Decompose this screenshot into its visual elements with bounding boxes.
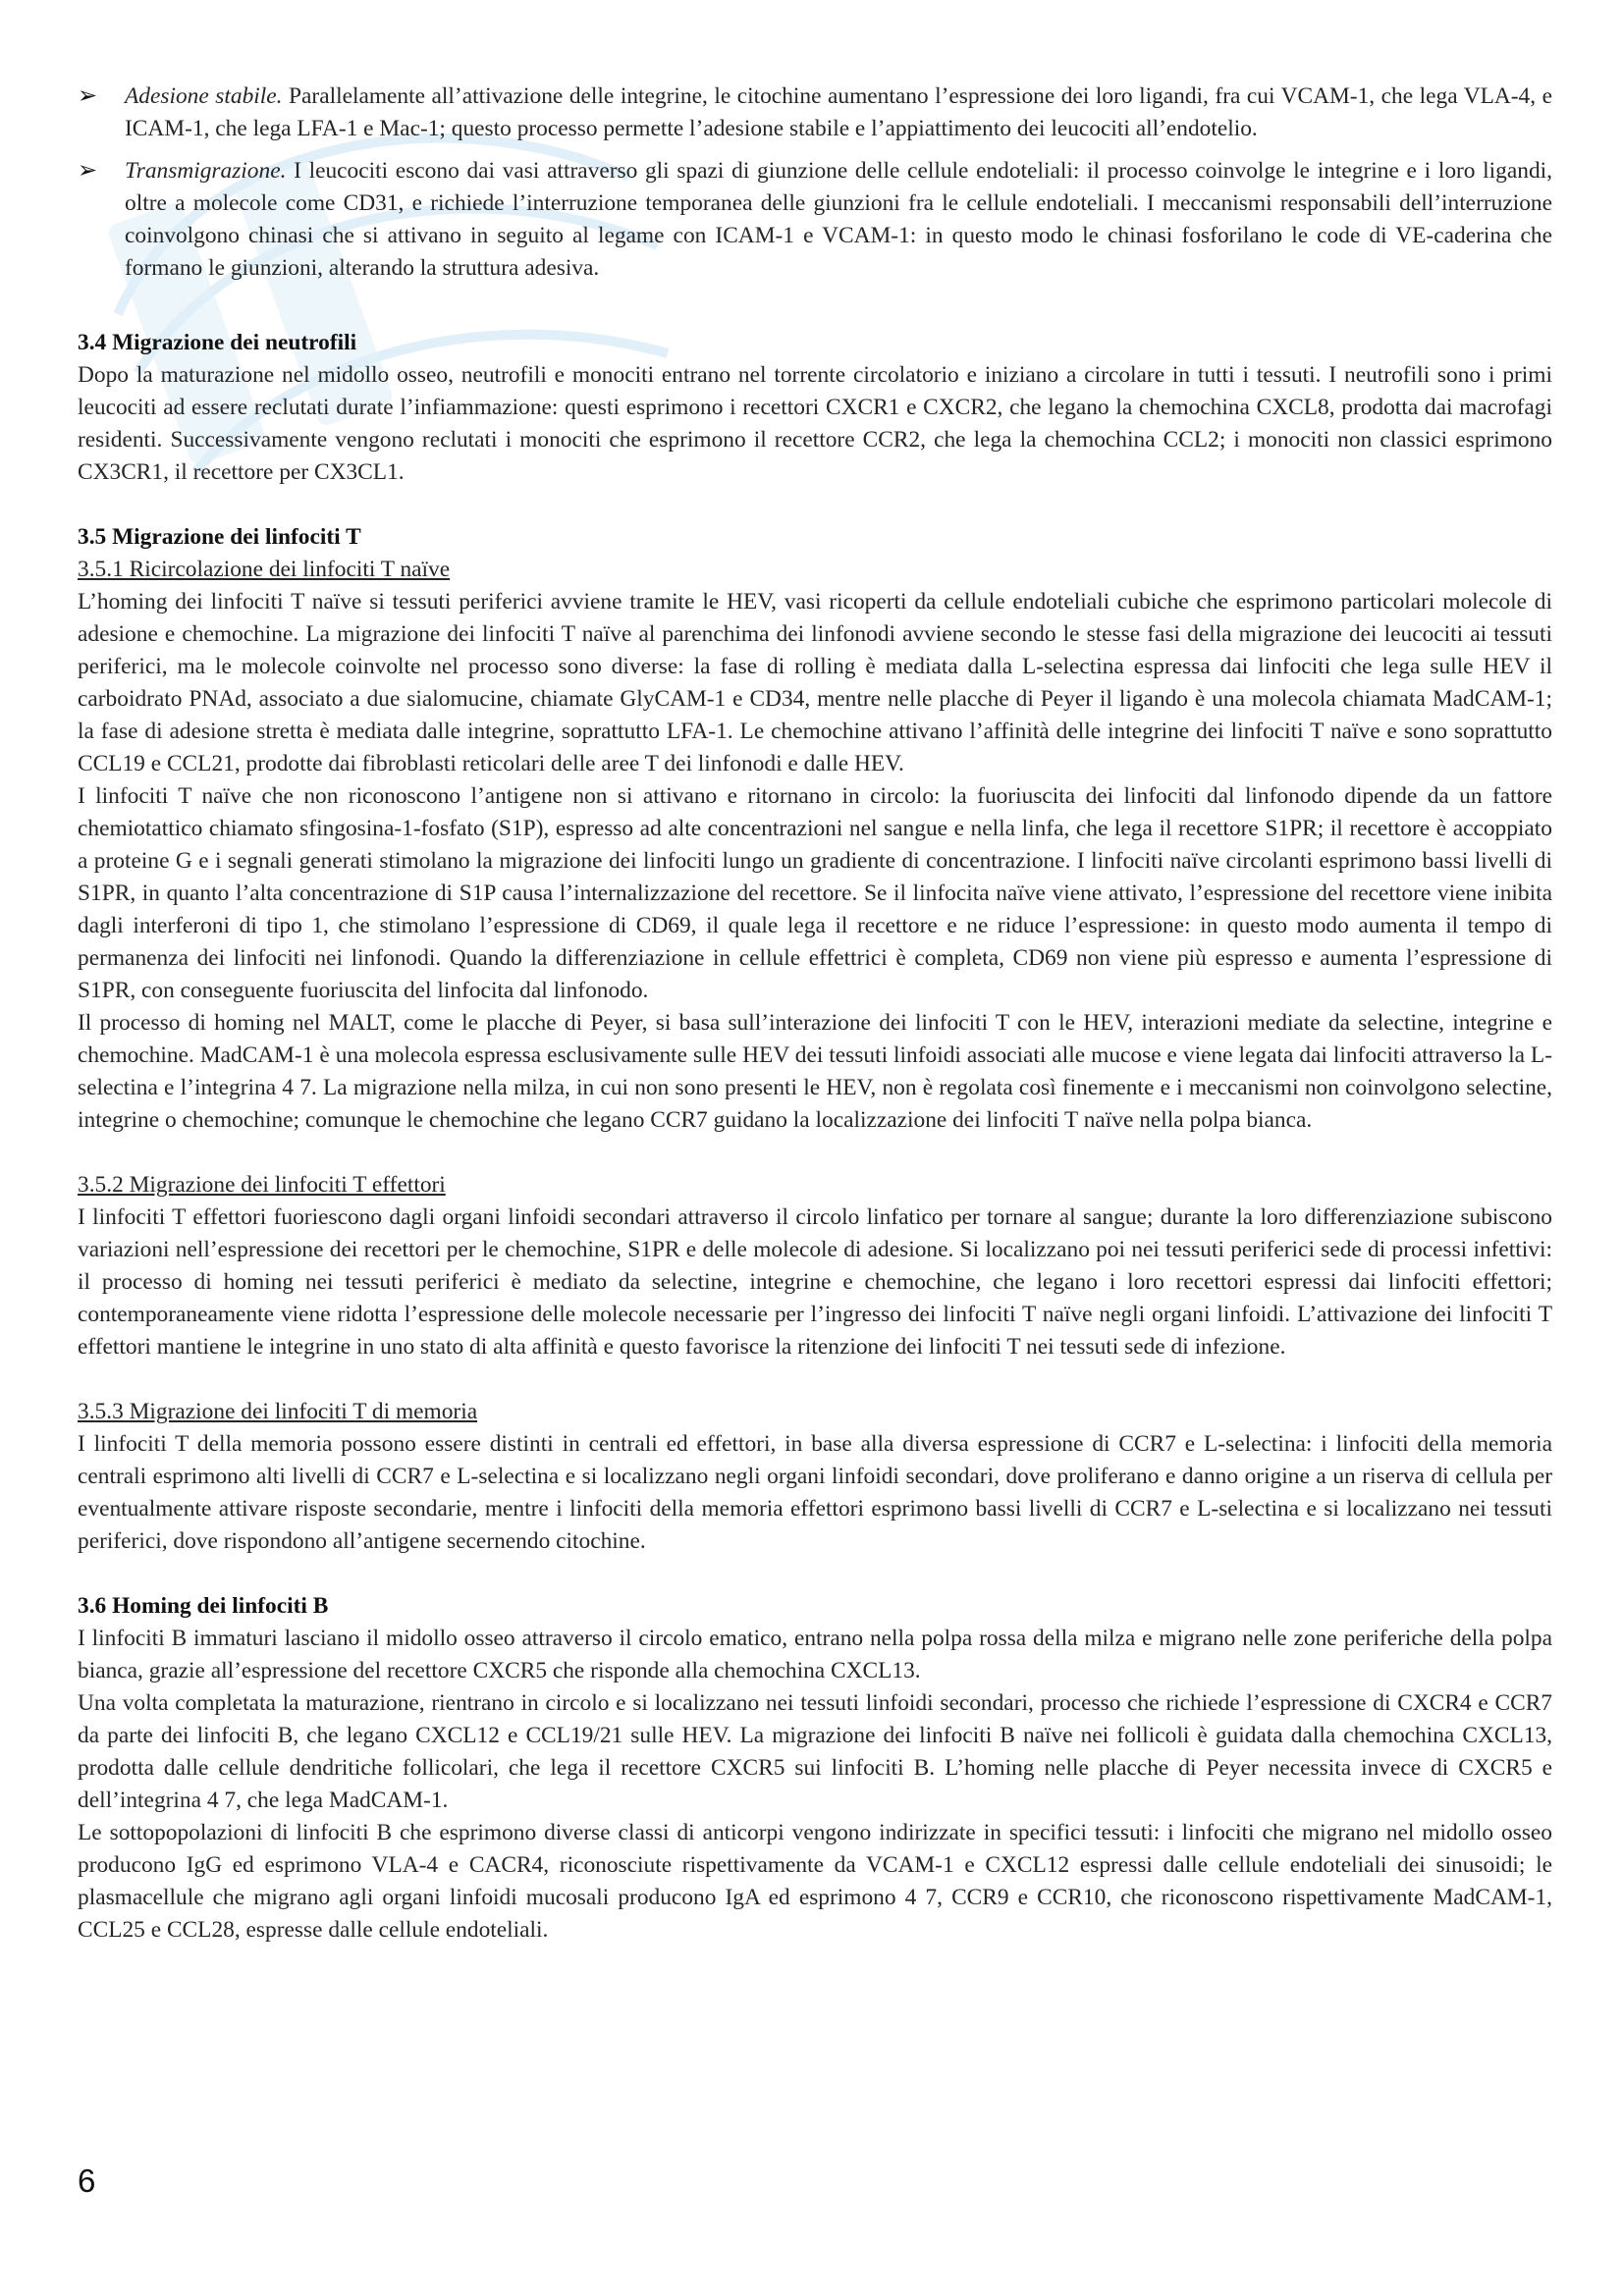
bullet-title: Adesione stabile.	[125, 83, 283, 109]
page-number: 6	[78, 2163, 96, 2199]
paragraph: I linfociti T effettori fuoriescono dagli organi linfoidi secondari attraverso il circolo linfatico per tornare al sangue; durante la loro differenziazione subiscono variazioni nell’espressione dei recettori per le chemochine, S1PR e delle molecole di adesione. Si localizzano poi nei tessuti periferici sede di processi infettivi: il processo di homing nei tessuti periferici è mediato da selectine, integrine e chemochine, che legano i loro recettori espressi dai linfociti effettori; contemporaneamente viene ridotta l’espressione delle molecole necessarie per l’ingresso dei linfociti T naïve negli organi linfoidi. L’attivazione dei linfociti T effettori mantiene le integrine in uno stato di alta affinità e questo favorisce la ritenzione dei linfociti T nei tessuti sede di infezione.	[78, 1204, 1552, 1360]
subsection-heading: 3.5.3 Migrazione dei linfociti T di memoria	[78, 1399, 478, 1424]
paragraph: L’homing dei linfociti T naïve si tessuti periferici avviene tramite le HEV, vasi ricoperti da cellule endoteliali cubiche che esprimono particolari molecole di adesione e chemochine. La migrazione dei linfociti T naïve al parenchima dei linfonodi avviene secondo le stesse fasi della migrazione dei leucociti ai tessuti periferici, ma le molecole coinvolte nel processo sono diverse: la fase di rolling è mediata dalla L-selectina espressa dai linfociti che lega sulle HEV il carboidrato PNAd, associato a due sialomucine, chiamate GlyCAM-1 e CD34, mentre nelle placche di Peyer il ligando è una molecola chiamata MadCAM-1; la fase di adesione stretta è mediata dalle integrine, soprattutto LFA-1. Le chemochine attivano l’affinità delle integrine dei linfociti T naïve e sono soprattutto CCL19 e CCL21, prodotte dai fibroblasti reticolari delle aree T dei linfonodi e dalle HEV.	[78, 589, 1552, 776]
bullet-title: Transmigrazione.	[125, 158, 287, 184]
bullet-body: Parallelamente all’attivazione delle integrine, le citochine aumentano l’espressione dei loro ligandi, fra cui VCAM-1, che lega VLA-4, e ICAM-1, che lega LFA-1 e Mac-1; questo processo permette l’adesione stabile e l’appiattimento dei leucociti all’endotelio.	[125, 83, 1553, 141]
paragraph: Il processo di homing nel MALT, come le placche di Peyer, si basa sull’interazione dei linfociti T con le HEV, interazioni mediate da selectine, integrine e chemochine. MadCAM-1 è una molecola espressa esclusivamente sulle HEV dei tessuti linfoidi associati alle mucose e viene legata dai linfociti attraverso la L-selectina e l’integrina 4 7. La migrazione nella milza, in cui non sono presenti le HEV, non è regolata così finemente e i meccanismi non coinvolgono selectine, integrine o chemochine; comunque le chemochine che legano CCR7 guidano la localizzazione dei linfociti T naïve nella polpa bianca.	[78, 1010, 1552, 1133]
arrow-bullet-icon: ➢	[78, 158, 98, 184]
bullet-text	[125, 155, 1552, 285]
arrow-bullet-icon: ➢	[78, 83, 98, 109]
bullet-text	[125, 80, 1552, 145]
paragraph: Una volta completata la maturazione, rientrano in circolo e si localizzano nei tessuti linfoidi secondari, processo che richiede l’espressione di CXCR4 e CCR7 da parte dei linfociti B, che legano CXCL12 e CCL19/21 sulle HEV. La migrazione dei linfociti B naïve nei follicoli è guidata dalla chemochina CXCL13, prodotta dalle cellule dendritiche follicolari, che lega il recettore CXCR5 sui linfociti B. L’homing nelle placche di Peyer necessita invece di CXCR5 e dell’integrina 4 7, che lega MadCAM-1.	[78, 1690, 1552, 1813]
bullet-body: I leucociti escono dai vasi attraverso gli spazi di giunzione delle cellule endoteliali: il processo coinvolge le integrine e i loro ligandi, oltre a molecole come CD31, e richiede l’interruzione temporanea delle giunzioni fra le cellule endoteliali. I meccanismi responsabili dell’interruzione coinvolgono chinasi che si attivano in seguito al legame con ICAM-1 e VCAM-1: in questo modo le chinasi fosforilano le code di VE-caderina che formano le giunzioni, alterando la struttura adesiva.	[125, 158, 1552, 281]
bullet-item	[78, 155, 1552, 285]
paragraph: Dopo la maturazione nel midollo osseo, neutrofili e monociti entrano nel torrente circolatorio e iniziano a circolare in tutti i tessuti. I neutrofili sono i primi leucociti ad essere reclutati durate l’infiammazione: questi esprimono i recettori CXCR1 e CXCR2, che legano la chemochina CXCL8, prodotta dai macrofagi residenti. Successivamente vengono reclutati i monociti che esprimono il recettore CCR2, che lega la chemochina CCL2; i monociti non classici esprimono CX3CR1, il recettore per CX3CL1.	[78, 362, 1552, 485]
paragraph: I linfociti T naïve che non riconoscono l’antigene non si attivano e ritornano in circolo: la fuoriuscita dei linfociti dal linfonodo dipende da un fattore chemiotattico chiamato sfingosina-1-fosfato (S1P), espresso ad alte concentrazioni nel sangue e nella linfa, che lega il recettore S1PR; il recettore è accoppiato a proteine G e i segnali generati stimolano la migrazione dei linfociti lungo un gradiente di concentrazione. I linfociti naïve circolanti esprimono bassi livelli di S1PR, in quanto l’alta concentrazione di S1P causa l’internalizzazione del recettore. Se il linfocita naïve viene attivato, l’espressione del recettore viene inibita dagli interferoni di tipo 1, che stimolano l’espressione di CD69, il quale lega il recettore e ne riduce l’espressione: in questo modo aumenta il tempo di permanenza dei linfociti nei linfonodi. Quando la differenziazione in cellule effettrici è completa, CD69 non viene più espresso e aumenta l’espressione di S1PR, con conseguente fuoriuscita del linfocita dal linfonodo.	[78, 783, 1552, 1003]
document-page	[78, 80, 1552, 1947]
subsection-heading: 3.5.2 Migrazione dei linfociti T effettori	[78, 1172, 446, 1198]
section-heading: 3.5 Migrazione dei linfociti T	[78, 524, 361, 550]
bullet-item	[78, 80, 1552, 145]
paragraph: I linfociti B immaturi lasciano il midollo osseo attraverso il circolo ematico, entrano nella polpa rossa della milza e migrano nelle zone periferiche della polpa bianca, grazie all’espressione del recettore CXCR5 che risponde alla chemochina CXCL13.	[78, 1626, 1552, 1683]
paragraph: Le sottopopolazioni di linfociti B che esprimono diverse classi di anticorpi vengono indirizzate in specifici tessuti: i linfociti che migrano nel midollo osseo producono IgG ed esprimono VLA-4 e CACR4, riconosciute rispettivamente da VCAM-1 e CXCL12 espressi dalle cellule endoteliali dei sinusoidi; le plasmacellule che migrano agli organi linfoidi mucosali producono IgA ed esprimono 4 7, CCR9 e CCR10, che riconoscono rispettivamente MadCAM-1, CCL25 e CCL28, espresse dalle cellule endoteliali.	[78, 1820, 1552, 1943]
subsection-heading: 3.5.1 Ricircolazione dei linfociti T naïve	[78, 557, 451, 582]
section-heading: 3.4 Migrazione dei neutrofili	[78, 330, 357, 355]
section-heading: 3.6 Homing dei linfociti B	[78, 1593, 329, 1619]
paragraph: I linfociti T della memoria possono essere distinti in centrali ed effettori, in base alla diversa espressione di CCR7 e L-selectina: i linfociti della memoria centrali esprimono alti livelli di CCR7 e L-selectina e si localizzano negli organi linfoidi secondari, dove proliferano e danno origine a un riserva di cellula per eventualmente attivare risposte secondarie, mentre i linfociti della memoria effettori esprimono bassi livelli di CCR7 e L-selectina e si localizzano nei tessuti periferici, dove rispondono all’antigene secernendo citochine.	[78, 1431, 1552, 1554]
